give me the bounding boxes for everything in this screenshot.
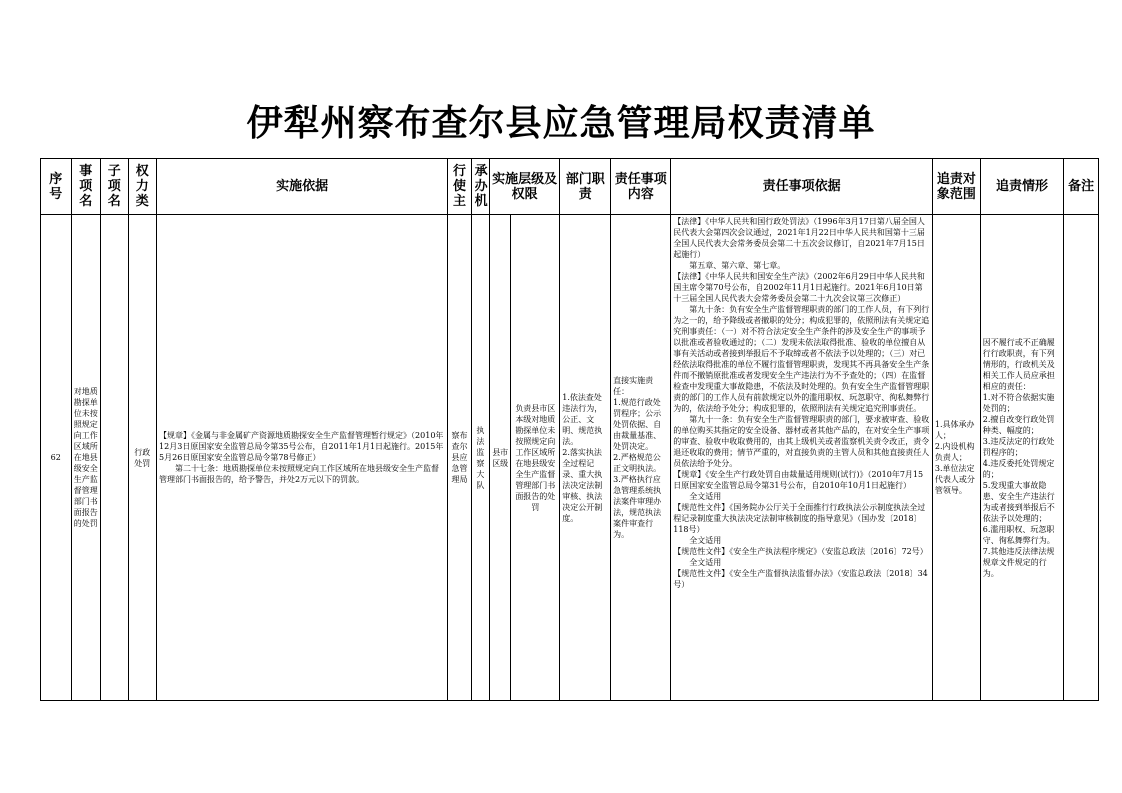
header-level: 实施层级及权限	[490, 159, 560, 215]
header-remark: 备注	[1064, 159, 1099, 215]
responsibility-table	[40, 158, 1099, 701]
header-category: 权力类	[128, 159, 157, 215]
cell-dept-duty-2: 1.依法查处违法行为，公正、文明、规范执法。 2.落实执法全过程记录、重大执法决定法制审核、执法决定公开制度。	[560, 215, 611, 701]
cell-level: 县市区级	[490, 215, 511, 701]
page-title: 伊犁州察布查尔县应急管理局权责清单	[246, 102, 876, 144]
header-dept-duty: 部门职责	[560, 159, 611, 215]
header-resp-basis: 责任事项依据	[671, 159, 933, 215]
cell-situation: 因不履行或不正确履行行政职责，有下列情形的，行政机关及相关工作人员应承担相应的责任： 1.对不符合依据实施处罚的； 2.擅自改变行政处罚种类、幅度的； 3.违反法定的行政处罚程序的； 4.违反委托处罚规定的； 5.发现重大事故隐患、安全生产违法行为或者接到举报后不依法予以处理的； 6.滥用职权、玩忽职守、徇私舞弊行为。 7.其他违反法律法规规章文件规定的行为。	[980, 215, 1063, 701]
cell-resp-basis: 【法律】《中华人民共和国行政处罚法》（1996年3月17日第八届全国人民代表大会第四次会议通过，2021年1月22日中华人民共和国第十三届全国人民代表大会常务委员会第二十五次会议修订，自2021年7月15日起施行） 第五章、第六章、第七章。 【法律】《中华人民共和国安全生产法》（2002年6月29日中华人民共和国主席令第70号公布，自2002年11月1日起施行。2021年6月10日第十三届全国人民代表大会常务委员会第二十九次会议第三次修正） 第九十条：负有安全生产监督管理职责的部门的工作人员，有下列行为之一的，给予降级或者撤职的处分；构成犯罪的，依照刑法有关规定追究刑事责任：（一）对不符合法定安全生产条件的涉及安全生产的事项予以批准或者验收通过的；（二）发现未依法取得批准、验收的单位擅自从事有关活动或者接到举报后不予取缔或者不依法予以处理的；（三）对已经依法取得批准的单位不履行监督管理职责，发现其不再具备安全生产条件而不撤销原批准或者发现安全生产违法行为不予查处的；（四）在监督检查中发现重大事故隐患，不依法及时处理的。负有安全生产监督管理职责的部门的工作人员有前款规定以外的滥用职权、玩忽职守、徇私舞弊行为的，依法给予处分；构成犯罪的，依照刑法有关规定追究刑事责任。 第九十一条：负有安全生产监督管理职责的部门，要求被审查、验收的单位购买其指定的安全设备、器材或者其他产品的，在对安全生产事项的审查、验收中收取费用的，由其上级机关或者监察机关责令改正，责令退还收取的费用；情节严重的，对直接负责的主管人员和其他直接责任人员依法给予处分。 【规章】《安全生产行政处罚自由裁量适用规则(试行)》（2010年7月15日原国家安全监管总局令第31号公布，自2010年10月1日起施行） 全文适用 【规范性文件】《国务院办公厅关于全面推行行政执法公示制度执法全过程记录制度重大执法决定法制审核制度的指导意见》（国办发〔2018〕118号） 全文适用 【规范性文件】《安全生产执法程序规定》（安监总政法〔2016〕72号） 全文适用 【规范性文件】《安全生产监督执法监督办法》（安监总政法〔2018〕34号）	[671, 215, 933, 701]
header-resp-content: 责任事项内容	[611, 159, 671, 215]
header-seq: 序号	[41, 159, 72, 215]
header-subject: 行使主	[448, 159, 471, 215]
cell-subitem	[101, 215, 128, 701]
cell-basis: 【规章】《金属与非金属矿产资源地质勘探安全生产监督管理暂行规定》（2010年12月3日原国家安全监管总局令第35号公布，自2011年1月1日起施行。2015年5月26日原国家安全监管总局令第78号修正） 第二十七条：地质勘探单位未按照规定向工作区域所在地县级安全生产监督管理部门书面报告的，给予警告，并处2万元以下的罚款。	[157, 215, 448, 701]
cell-office: 执法监察大队	[471, 215, 489, 701]
cell-seq: 62	[41, 215, 72, 701]
cell-dept-duty: 负责县市区本级对地质勘探单位未按照规定向工作区域所在地县级安全生产监督管理部门书面报告的处罚	[511, 215, 560, 701]
header-row	[41, 159, 1099, 215]
cell-category: 行政处罚	[128, 215, 157, 701]
header-situation: 追责情形	[980, 159, 1063, 215]
header-office: 承办机	[471, 159, 489, 215]
cell-subject: 察布查尔县应急管理局	[448, 215, 471, 701]
header-basis: 实施依据	[157, 159, 448, 215]
header-target: 追责对象范围	[932, 159, 980, 215]
cell-item: 对地质勘探单位未按照规定向工作区域所在地县级安全生产监督管理部门书面报告的处罚	[71, 215, 101, 701]
cell-target: 1.具体承办人； 2.内设机构负责人； 3.单位法定代表人或分管领导。	[932, 215, 980, 701]
cell-remark	[1064, 215, 1099, 701]
header-item: 事项名	[71, 159, 101, 215]
header-subitem: 子项名	[101, 159, 128, 215]
table-row	[41, 215, 1099, 701]
cell-resp-content: 直接实施责任： 1.规范行政处罚程序；公示处罚依据、自由裁量基准、处罚决定。 2.严格规范公正文明执法。 3.严格执行应急管理系统执法案件审理办法，规范执法案件审查行为。	[611, 215, 671, 701]
